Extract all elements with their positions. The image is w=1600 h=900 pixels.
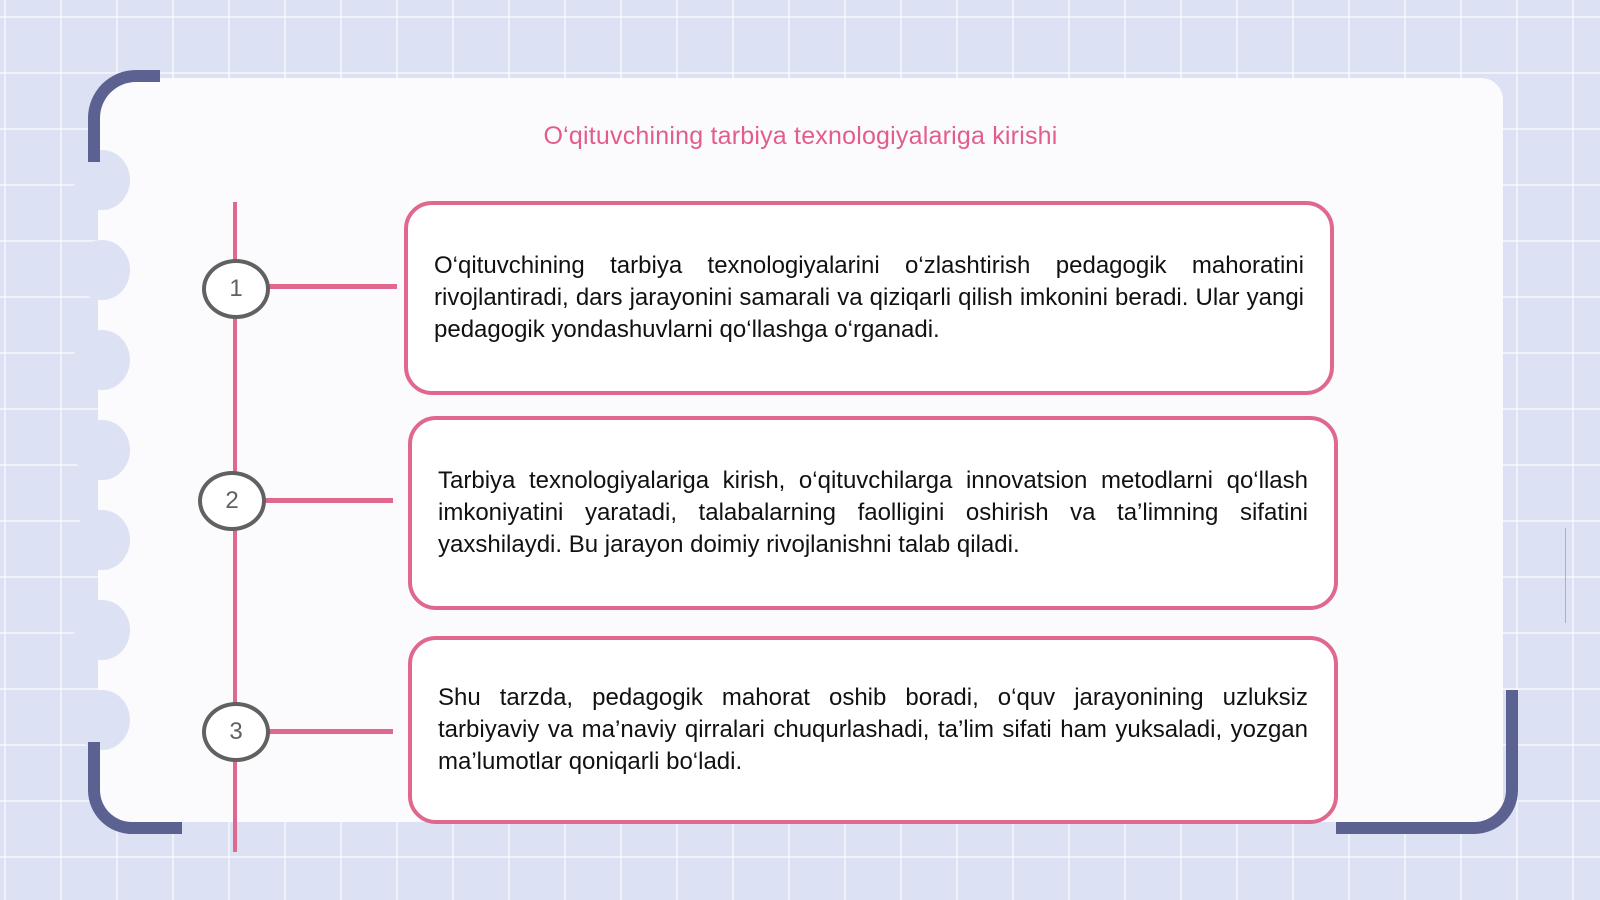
frame-corner-bottom-left	[88, 742, 182, 834]
card-scallop	[74, 690, 130, 750]
timeline-connector-3	[264, 729, 393, 734]
card-scallop	[74, 420, 130, 480]
step-number-1: 1	[202, 259, 270, 319]
card-scallop	[74, 240, 130, 300]
step-box-2	[408, 416, 1338, 610]
step-number-3: 3	[202, 702, 270, 762]
frame-corner-bottom-right	[1336, 690, 1518, 834]
step-box-3	[408, 636, 1338, 824]
step-text-2: Tarbiya texnologiyalariga kirish, o‘qituvchilarga innovatsion metodlarni qo‘llash imkoniyatini yaratadi, talabalarning faolligini oshirish va ta’limning sifatini yaxshilaydi. Bu jarayon doimiy rivojlanishni talab qiladi.	[438, 467, 1308, 558]
decorative-line	[1565, 528, 1566, 623]
card-scallop	[74, 330, 130, 390]
step-text-1: O‘qituvchining tarbiya texnologiyalarini o‘zlashtirish pedagogik mahoratini rivojlantiradi, dars jarayonini samarali va qiziqarli qilish imkonini beradi. Ular yangi pedagogik yondashuvlarni qo‘llashga o‘rganadi.	[434, 252, 1304, 343]
timeline-connector-1	[264, 284, 397, 289]
step-number-2: 2	[198, 471, 266, 531]
timeline-connector-2	[260, 498, 393, 503]
step-box-1	[404, 201, 1334, 395]
card-scallop	[74, 510, 130, 570]
card-scallop	[74, 600, 130, 660]
step-text-3: Shu tarzda, pedagogik mahorat oshib boradi, o‘quv jarayonining uzluksiz tarbiyaviy va ma’naviy qirralari chuqurlashadi, ta’lim sifati ham yuksaladi, yozgan ma’lumotlar qoniqarli bo‘ladi.	[438, 684, 1308, 775]
slide-title: O‘qituvchining tarbiya texnologiyalariga kirishi	[543, 122, 1058, 150]
